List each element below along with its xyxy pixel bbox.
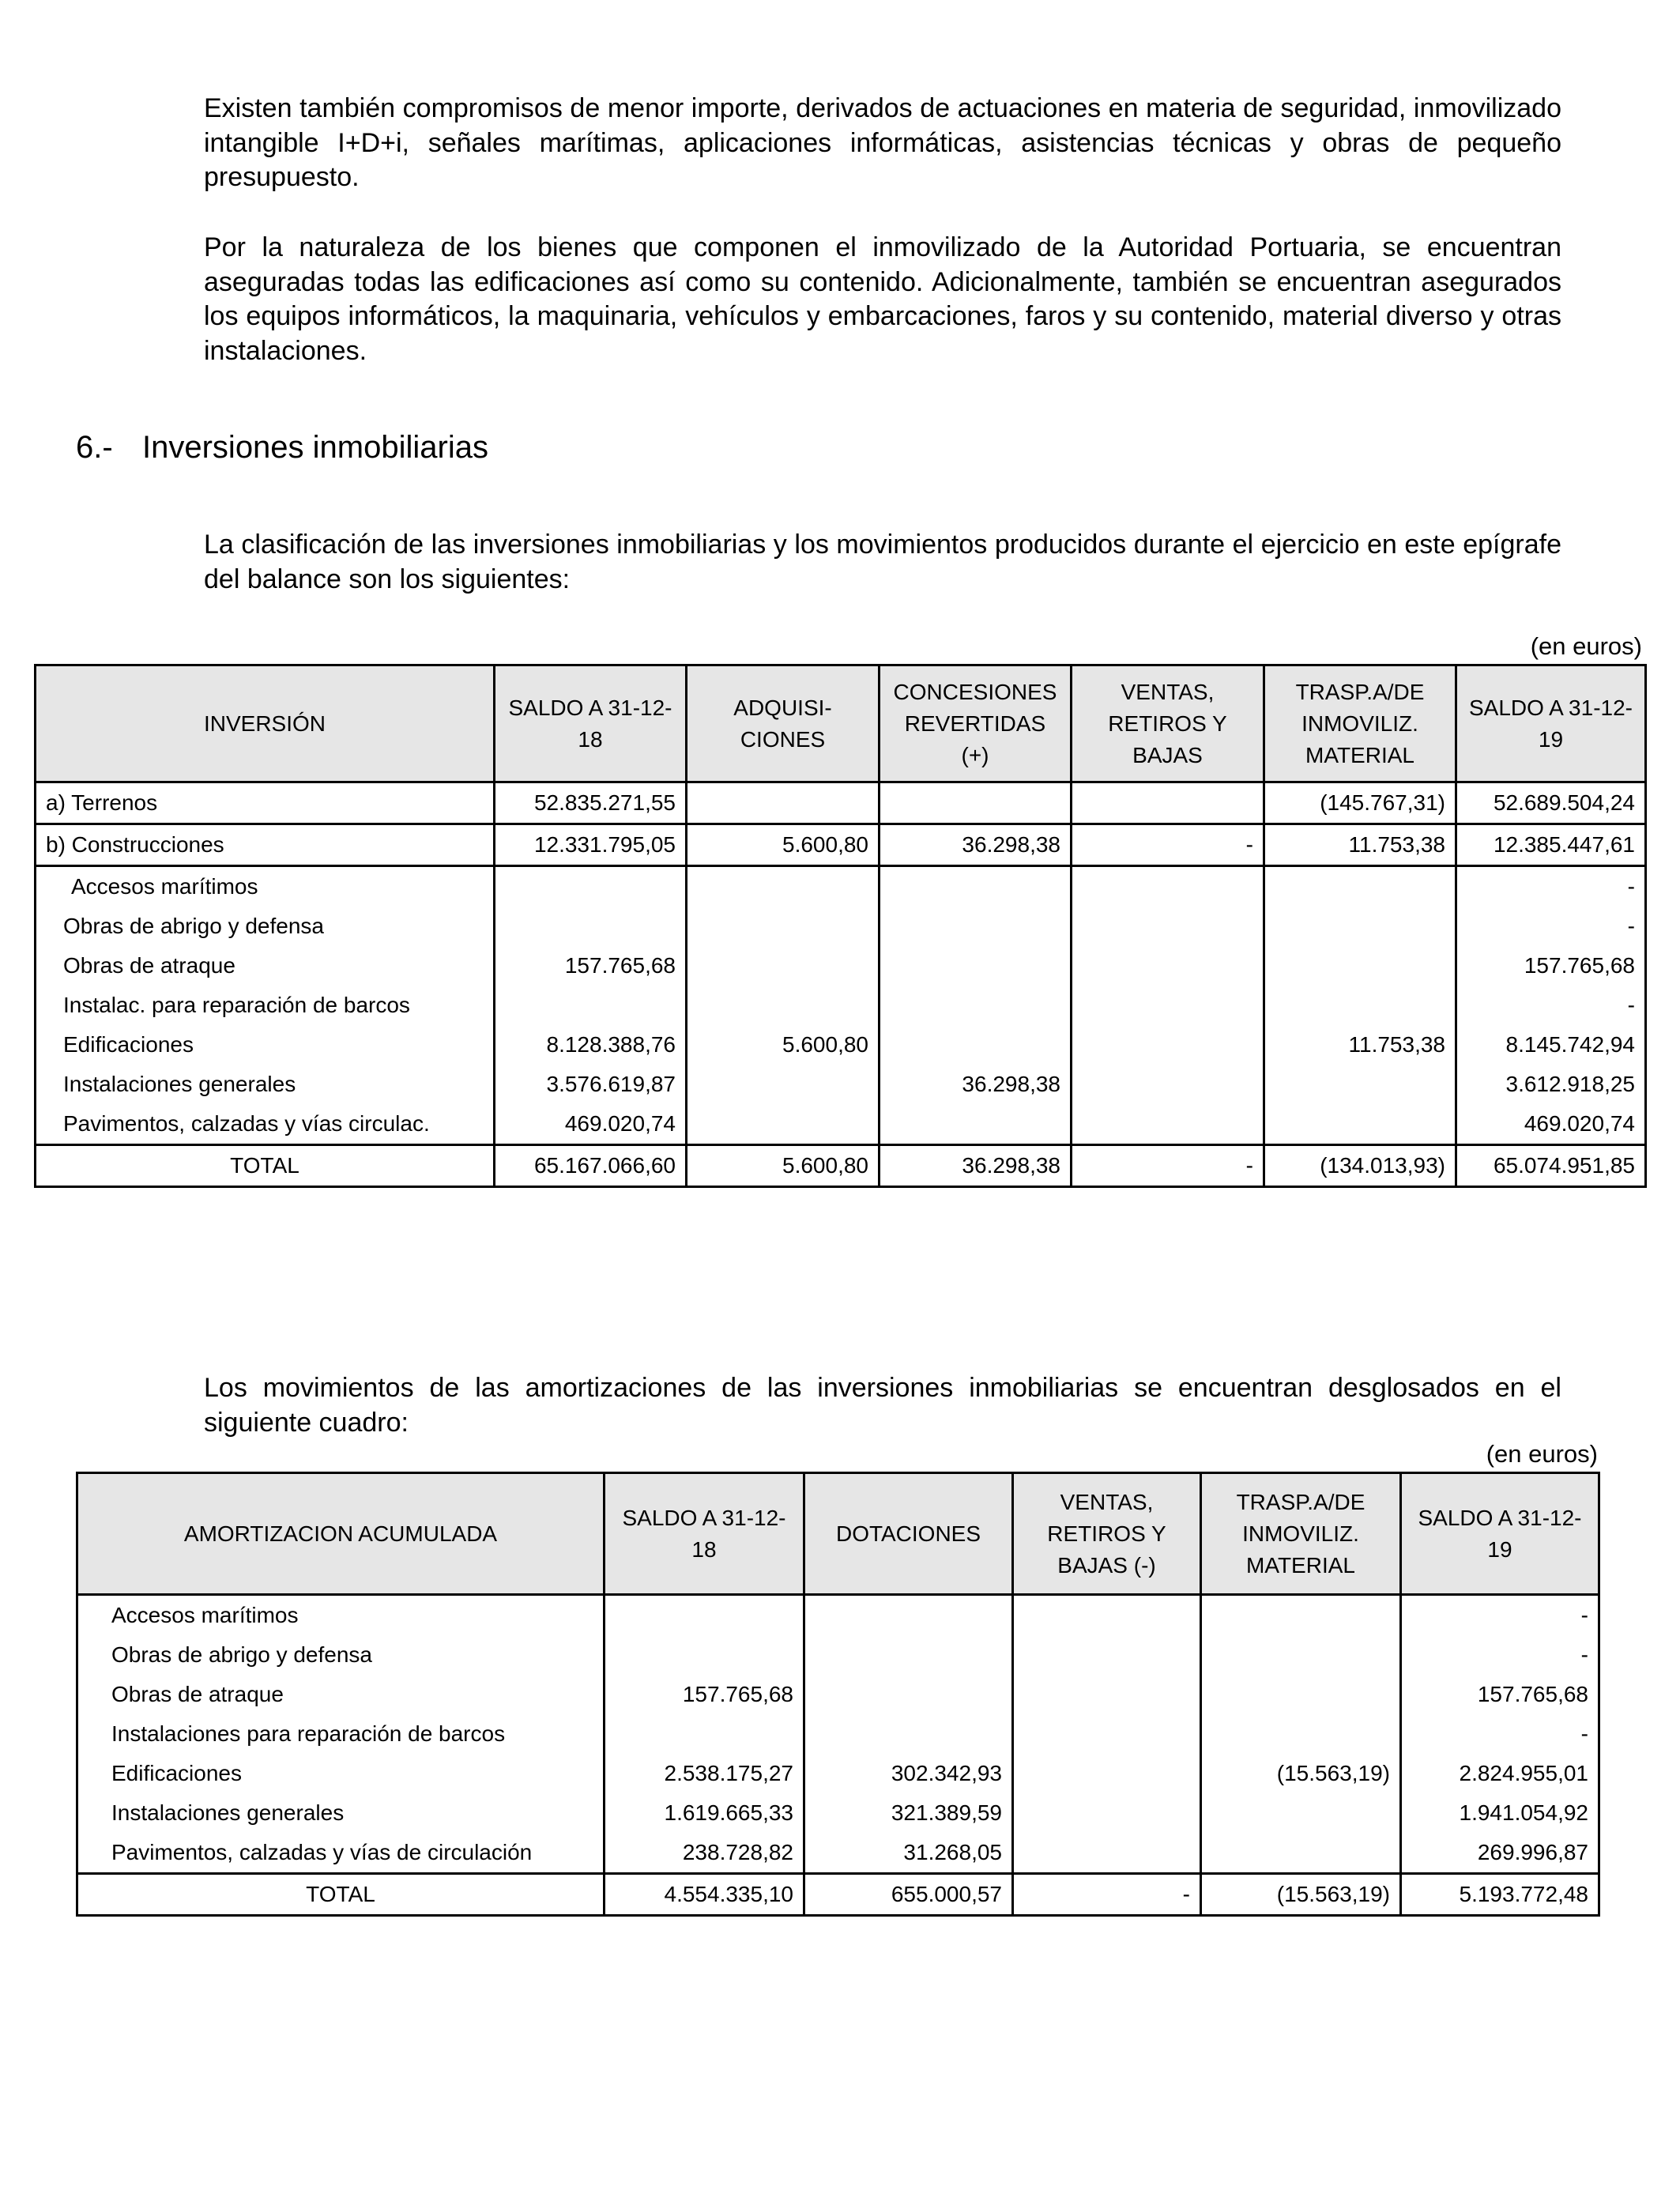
cell: - (1401, 1635, 1599, 1675)
cell: 11.753,38 (1264, 1025, 1456, 1065)
row-label: a) Terrenos (36, 782, 495, 824)
cell (880, 986, 1072, 1025)
cell (880, 1104, 1072, 1145)
cell (804, 1595, 1013, 1636)
col-header-ventas: VENTAS, RETIROS Y BAJAS (-) (1013, 1473, 1201, 1595)
section-number: 6.- (76, 430, 113, 465)
cell (1072, 946, 1264, 986)
row-label: Instalaciones generales (36, 1065, 495, 1104)
cell: - (1456, 986, 1646, 1025)
cell: 36.298,38 (880, 824, 1072, 866)
cell: 8.145.742,94 (1456, 1025, 1646, 1065)
cell (687, 907, 880, 946)
cell (687, 782, 880, 824)
cell (687, 946, 880, 986)
cell (495, 866, 687, 907)
cell (880, 1025, 1072, 1065)
cell (1013, 1595, 1201, 1636)
table-row (77, 1793, 1599, 1833)
cell (1013, 1635, 1201, 1675)
cell (1264, 907, 1456, 946)
unit-label-2: (en euros) (1486, 1440, 1598, 1468)
cell: - (1072, 1145, 1264, 1187)
col-header-saldo-2019: SALDO A 31-12-19 (1456, 665, 1646, 782)
cell (880, 782, 1072, 824)
cell: 157.765,68 (495, 946, 687, 986)
cell: 8.128.388,76 (495, 1025, 687, 1065)
row-label: Obras de abrigo y defensa (77, 1635, 605, 1675)
cell: 3.576.619,87 (495, 1065, 687, 1104)
table-row (36, 866, 1646, 907)
section-title: Inversiones inmobiliarias (142, 430, 488, 465)
cell: 5.600,80 (687, 1145, 880, 1187)
cell (687, 1104, 880, 1145)
cell: 157.765,68 (1456, 946, 1646, 986)
cell: 302.342,93 (804, 1754, 1013, 1793)
row-label: TOTAL (77, 1874, 605, 1916)
cell (687, 866, 880, 907)
table-row (77, 1714, 1599, 1754)
row-label: Obras de atraque (36, 946, 495, 986)
cell: 469.020,74 (1456, 1104, 1646, 1145)
cell (1201, 1675, 1401, 1714)
cell: 3.612.918,25 (1456, 1065, 1646, 1104)
cell: 5.193.772,48 (1401, 1874, 1599, 1916)
cell (1013, 1675, 1201, 1714)
cell: - (1456, 866, 1646, 907)
cell (880, 907, 1072, 946)
cell (1264, 866, 1456, 907)
cell: - (1456, 907, 1646, 946)
row-label: Instalac. para reparación de barcos (36, 986, 495, 1025)
cell (1201, 1635, 1401, 1675)
table-header-row (36, 665, 1646, 782)
cell (1013, 1833, 1201, 1874)
cell (1201, 1595, 1401, 1636)
cell: (145.767,31) (1264, 782, 1456, 824)
row-label: Accesos marítimos (77, 1595, 605, 1636)
cell: - (1401, 1714, 1599, 1754)
cell (605, 1595, 804, 1636)
col-header-concesiones: CONCESIONES REVERTIDAS (+) (880, 665, 1072, 782)
col-header-inversion: INVERSIÓN (36, 665, 495, 782)
cell (1072, 1065, 1264, 1104)
cell (1072, 907, 1264, 946)
cell (605, 1635, 804, 1675)
col-header-saldo-2018: SALDO A 31-12-18 (495, 665, 687, 782)
cell: - (1013, 1874, 1201, 1916)
cell: 469.020,74 (495, 1104, 687, 1145)
col-header-amortizacion: AMORTIZACION ACUMULADA (77, 1473, 605, 1595)
cell (880, 946, 1072, 986)
row-label: b) Construcciones (36, 824, 495, 866)
cell: 36.298,38 (880, 1145, 1072, 1187)
table-row (77, 1833, 1599, 1874)
cell (880, 866, 1072, 907)
cell: (15.563,19) (1201, 1874, 1401, 1916)
cell: 2.824.955,01 (1401, 1754, 1599, 1793)
table-row (36, 824, 1646, 866)
section2-intro: Los movimientos de las amortizaciones de las inversiones inmobiliarias se encuentran desglosados en el siguiente cuadro: (204, 1373, 1561, 1438)
cell (1072, 1104, 1264, 1145)
cell: 2.538.175,27 (605, 1754, 804, 1793)
table-row (77, 1635, 1599, 1675)
col-header-ventas: VENTAS, RETIROS Y BAJAS (1072, 665, 1264, 782)
cell (495, 986, 687, 1025)
cell: 1.941.054,92 (1401, 1793, 1599, 1833)
total-row (77, 1874, 1599, 1916)
row-label: Instalaciones para reparación de barcos (77, 1714, 605, 1754)
cell: 65.074.951,85 (1456, 1145, 1646, 1187)
table-row (36, 907, 1646, 946)
unit-label-1: (en euros) (1530, 632, 1642, 660)
cell (804, 1675, 1013, 1714)
col-header-adquisiciones: ADQUISI-CIONES (687, 665, 880, 782)
amortization-table (76, 1472, 1600, 1917)
col-header-traspasos: TRASP.A/DE INMOVILIZ. MATERIAL (1201, 1473, 1401, 1595)
cell: (134.013,93) (1264, 1145, 1456, 1187)
table-header-row (77, 1473, 1599, 1595)
cell: 1.619.665,33 (605, 1793, 804, 1833)
cell: (15.563,19) (1201, 1754, 1401, 1793)
cell (1264, 986, 1456, 1025)
cell: 238.728,82 (605, 1833, 804, 1874)
row-label: Obras de atraque (77, 1675, 605, 1714)
cell: 12.331.795,05 (495, 824, 687, 866)
col-header-traspasos: TRASP.A/DE INMOVILIZ. MATERIAL (1264, 665, 1456, 782)
cell: 157.765,68 (605, 1675, 804, 1714)
col-header-saldo-2019: SALDO A 31-12-19 (1401, 1473, 1599, 1595)
cell (1264, 1065, 1456, 1104)
cell (1013, 1714, 1201, 1754)
table-row (77, 1754, 1599, 1793)
table-row (36, 1065, 1646, 1104)
cell: 157.765,68 (1401, 1675, 1599, 1714)
row-label: Pavimentos, calzadas y vías circulac. (36, 1104, 495, 1145)
cell (1072, 866, 1264, 907)
cell: 11.753,38 (1264, 824, 1456, 866)
row-label: Instalaciones generales (77, 1793, 605, 1833)
table-row (77, 1595, 1599, 1636)
cell (1201, 1793, 1401, 1833)
cell: - (1401, 1595, 1599, 1636)
cell (1013, 1793, 1201, 1833)
row-label: Pavimentos, calzadas y vías de circulación (77, 1833, 605, 1874)
cell: 4.554.335,10 (605, 1874, 804, 1916)
row-label: Obras de abrigo y defensa (36, 907, 495, 946)
cell (687, 986, 880, 1025)
row-label: Accesos marítimos (36, 866, 495, 907)
cell (804, 1714, 1013, 1754)
row-label: Edificaciones (77, 1754, 605, 1793)
investments-table (34, 664, 1647, 1188)
cell: 321.389,59 (804, 1793, 1013, 1833)
cell (1013, 1754, 1201, 1793)
row-label: Edificaciones (36, 1025, 495, 1065)
section-heading (76, 427, 488, 468)
col-header-saldo-2018: SALDO A 31-12-18 (605, 1473, 804, 1595)
cell (495, 907, 687, 946)
cell: 65.167.066,60 (495, 1145, 687, 1187)
table-row (36, 986, 1646, 1025)
col-header-dotaciones: DOTACIONES (804, 1473, 1013, 1595)
cell (1201, 1714, 1401, 1754)
cell (804, 1635, 1013, 1675)
cell: 52.835.271,55 (495, 782, 687, 824)
table-row (36, 1104, 1646, 1145)
cell: 52.689.504,24 (1456, 782, 1646, 824)
cell: 5.600,80 (687, 824, 880, 866)
cell: 12.385.447,61 (1456, 824, 1646, 866)
table-row (36, 782, 1646, 824)
cell (1264, 1104, 1456, 1145)
cell (1072, 986, 1264, 1025)
row-label: TOTAL (36, 1145, 495, 1187)
cell (1072, 1025, 1264, 1065)
cell (1072, 782, 1264, 824)
cell (687, 1065, 880, 1104)
cell (605, 1714, 804, 1754)
cell: 5.600,80 (687, 1025, 880, 1065)
paragraph-commitments: Existen también compromisos de menor importe, derivados de actuaciones en materia de seguridad, inmovilizado intangible I+D+i, señales marítimas, aplicaciones informáticas, asistencias técnicas y obras de pequeño presupuesto. (204, 93, 1561, 192)
cell: 36.298,38 (880, 1065, 1072, 1104)
total-row (36, 1145, 1646, 1187)
table-row (36, 946, 1646, 986)
section-intro: La clasificación de las inversiones inmobiliarias y los movimientos producidos durante el ejercicio en este epígrafe del balance son los siguientes: (204, 530, 1561, 594)
cell: 31.268,05 (804, 1833, 1013, 1874)
cell (1264, 946, 1456, 986)
cell (1201, 1833, 1401, 1874)
cell: 269.996,87 (1401, 1833, 1599, 1874)
table-row (36, 1025, 1646, 1065)
table-row (77, 1675, 1599, 1714)
cell: - (1072, 824, 1264, 866)
cell: 655.000,57 (804, 1874, 1013, 1916)
paragraph-insurance: Por la naturaleza de los bienes que componen el inmovilizado de la Autoridad Portuaria, se encuentran aseguradas todas las edificaciones así como su contenido. Adicionalmente, también se encuentran asegurados los equipos informáticos, la maquinaria, vehículos y embarcaciones, faros y su contenido, material diverso y otras instalaciones. (204, 232, 1561, 366)
